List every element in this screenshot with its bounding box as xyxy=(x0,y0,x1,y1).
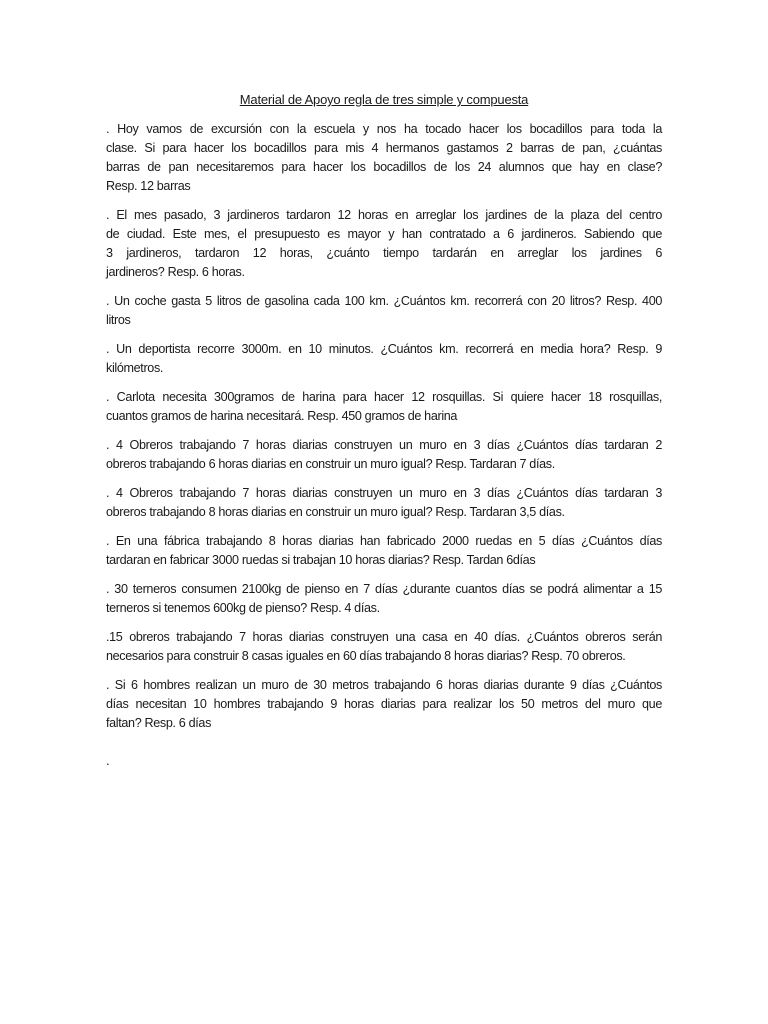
exercise-paragraph xyxy=(106,580,662,618)
text-line: faltan? Resp. 6 días xyxy=(106,716,212,730)
text-line: .15 obreros trabajando 7 horas diarias construyen una casa en 40 días. ¿Cuántos obreros serán xyxy=(106,630,662,644)
exercise-paragraph xyxy=(106,532,662,570)
text-line: obreros trabajando 6 horas diarias en construir un muro igual? Resp. Tardaran 7 días. xyxy=(106,457,555,471)
text-line: . Un deportista recorre 3000m. en 10 minutos. ¿Cuántos km. recorrerá en media hora? Resp. 9 xyxy=(106,342,662,356)
exercise-paragraph xyxy=(106,676,662,733)
exercise-paragraph xyxy=(106,484,662,522)
text-line: barras de pan necesitaremos para hacer los bocadillos de los 24 alumnos que hay en clase? xyxy=(106,160,662,174)
exercise-paragraph xyxy=(106,206,662,282)
text-line: . Carlota necesita 300gramos de harina para hacer 12 rosquillas. Si quiere hacer 18 rosquillas, xyxy=(106,390,662,404)
exercise-paragraph xyxy=(106,628,662,666)
text-line: obreros trabajando 8 horas diarias en construir un muro igual? Resp. Tardaran 3,5 días. xyxy=(106,505,565,519)
text-line: . En una fábrica trabajando 8 horas diarias han fabricado 2000 ruedas en 5 días ¿Cuántos días xyxy=(106,534,662,548)
text-line: Resp. 12 barras xyxy=(106,179,191,193)
exercise-paragraph xyxy=(106,436,662,474)
exercise-paragraph xyxy=(106,120,662,196)
text-line: terneros si tenemos 600kg de pienso? Resp. 4 días. xyxy=(106,601,380,615)
text-line: . Si 6 hombres realizan un muro de 30 metros trabajando 6 horas diarias durante 9 días ¿Cuántos xyxy=(106,678,662,692)
text-line: . Hoy vamos de excursión con la escuela y nos ha tocado hacer los bocadillos para toda la xyxy=(106,122,662,136)
text-line: . Un coche gasta 5 litros de gasolina cada 100 km. ¿Cuántos km. recorrerá con 20 litros? Resp. 400 xyxy=(106,294,662,308)
trailing-mark: . xyxy=(106,753,110,768)
text-line: . 30 terneros consumen 2100kg de pienso en 7 días ¿durante cuantos días se podrá alimentar a 15 xyxy=(106,582,662,596)
exercise-list xyxy=(106,120,662,733)
exercise-paragraph xyxy=(106,388,662,426)
text-line: jardineros? Resp. 6 horas. xyxy=(106,265,245,279)
text-line: 3 jardineros, tardaron 12 horas, ¿cuánto tiempo tardarán en arreglar los jardines 6 xyxy=(106,246,662,260)
text-line: necesarios para construir 8 casas iguales en 60 días trabajando 8 horas diarias? Resp. 70 obreros. xyxy=(106,649,626,663)
text-line: clase. Si para hacer los bocadillos para mis 4 hermanos gastamos 2 barras de pan, ¿cuántas xyxy=(106,141,662,155)
text-line: kilómetros. xyxy=(106,361,164,375)
text-line: tardaran en fabricar 3000 ruedas si trabajan 10 horas diarias? Resp. Tardan 6días xyxy=(106,553,536,567)
text-line: . 4 Obreros trabajando 7 horas diarias construyen un muro en 3 días ¿Cuántos días tardaran 3 xyxy=(106,486,662,500)
text-line: litros xyxy=(106,313,131,327)
document-title: Material de Apoyo regla de tres simple y compuesta xyxy=(239,92,529,107)
text-line: de ciudad. Este mes, el presupuesto es mayor y han contratado a 6 jardineros. Sabiendo que xyxy=(106,227,662,241)
document-page xyxy=(106,90,662,770)
text-line: días necesitan 10 hombres trabajando 9 horas diarias para realizar los 50 metros del muro que xyxy=(106,697,662,711)
text-line: cuantos gramos de harina necesitará. Resp. 450 gramos de harina xyxy=(106,409,458,423)
text-line: . 4 Obreros trabajando 7 horas diarias construyen un muro en 3 días ¿Cuántos días tardaran 2 xyxy=(106,438,662,452)
exercise-paragraph xyxy=(106,340,662,378)
exercise-paragraph xyxy=(106,292,662,330)
text-line: . El mes pasado, 3 jardineros tardaron 12 horas en arreglar los jardines de la plaza del centro xyxy=(106,208,662,222)
